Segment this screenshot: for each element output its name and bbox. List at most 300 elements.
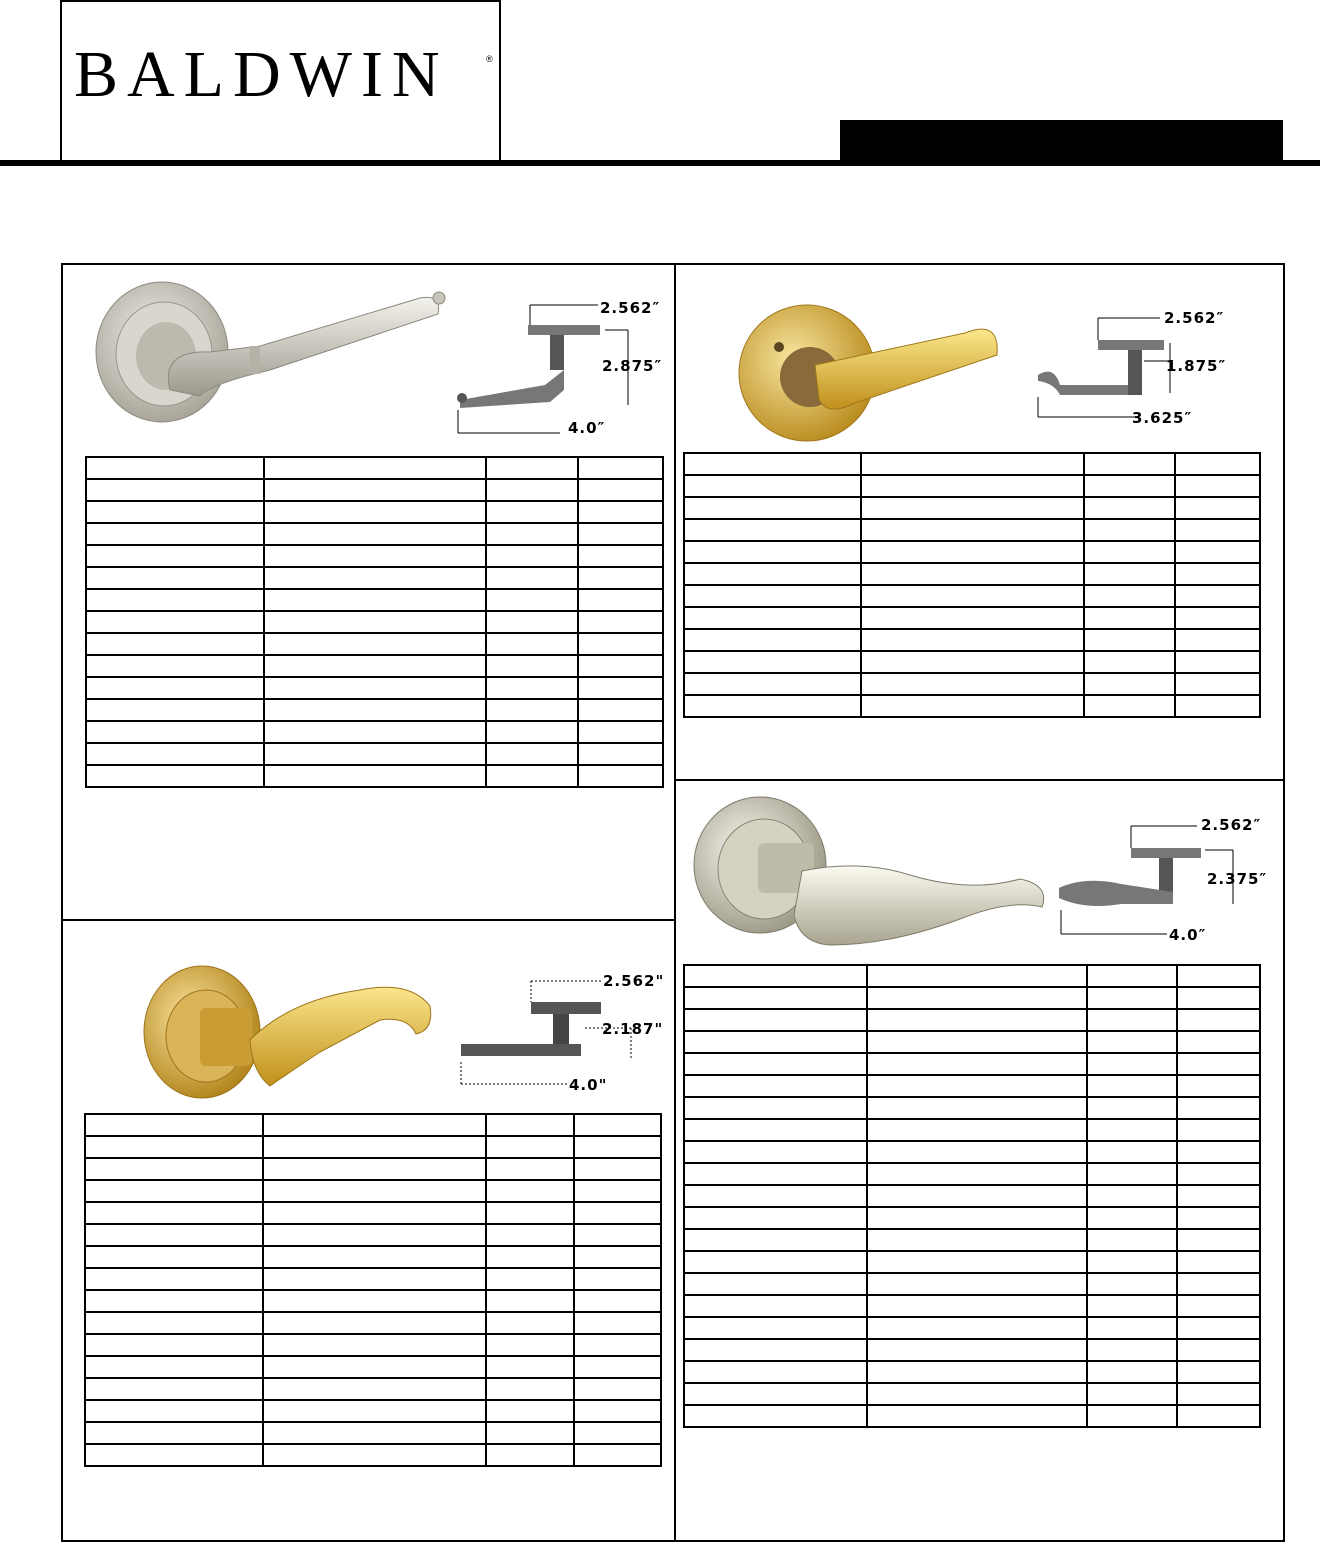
table-cell	[86, 655, 264, 677]
table-cell	[578, 589, 663, 611]
table-cell	[1084, 673, 1175, 695]
table-cell	[1084, 607, 1175, 629]
dim-length: 3.625″	[1132, 409, 1193, 427]
table-cell	[1175, 673, 1260, 695]
table-cell	[1087, 1163, 1177, 1185]
table-cell	[1177, 1141, 1260, 1163]
table-cell	[486, 1114, 574, 1136]
table-row	[86, 699, 663, 721]
table-cell	[861, 695, 1084, 717]
table-cell	[86, 457, 264, 479]
table-cell	[1177, 1097, 1260, 1119]
table-cell	[1084, 651, 1175, 673]
table-cell	[578, 721, 663, 743]
table-cell	[684, 563, 861, 585]
table-row	[86, 589, 663, 611]
table-cell	[684, 1383, 867, 1405]
table-cell	[861, 673, 1084, 695]
table-row	[684, 541, 1260, 563]
table-cell	[86, 589, 264, 611]
table-cell	[486, 589, 578, 611]
table-cell	[263, 1400, 486, 1422]
table-cell	[486, 1444, 574, 1466]
table-cell	[684, 1119, 867, 1141]
table-cell	[578, 677, 663, 699]
table-cell	[684, 1273, 867, 1295]
table-cell	[86, 479, 264, 501]
table-cell	[578, 633, 663, 655]
table-row	[684, 497, 1260, 519]
table-row	[684, 1031, 1260, 1053]
brand-logo: BALDWIN	[74, 38, 449, 111]
table-cell	[861, 585, 1084, 607]
table-cell	[486, 567, 578, 589]
table-cell	[574, 1356, 661, 1378]
table-cell	[263, 1246, 486, 1268]
table-cell	[1177, 1009, 1260, 1031]
table-cell	[85, 1246, 263, 1268]
dim-width: 2.562"	[603, 972, 665, 990]
table-row	[86, 545, 663, 567]
table-cell	[684, 1207, 867, 1229]
left-horizontal-divider	[61, 919, 675, 921]
table-cell	[486, 611, 578, 633]
table-row	[684, 1405, 1260, 1427]
table-row	[684, 1119, 1260, 1141]
table-cell	[85, 1268, 263, 1290]
table-row	[86, 655, 663, 677]
table-cell	[684, 1251, 867, 1273]
logo-box	[60, 0, 501, 160]
table-cell	[264, 743, 486, 765]
table-cell	[1175, 453, 1260, 475]
table-cell	[85, 1202, 263, 1224]
table-cell	[684, 585, 861, 607]
table-cell	[86, 633, 264, 655]
table-cell	[574, 1422, 661, 1444]
table-cell	[867, 1251, 1087, 1273]
table-cell	[867, 1229, 1087, 1251]
table-cell	[86, 677, 264, 699]
table-cell	[1087, 1295, 1177, 1317]
dim-height: 1.875″	[1166, 357, 1227, 375]
table-cell	[486, 743, 578, 765]
table-cell	[861, 497, 1084, 519]
table-cell	[263, 1158, 486, 1180]
table-cell	[263, 1114, 486, 1136]
table-row	[684, 585, 1260, 607]
dim-width: 2.562″	[600, 299, 661, 317]
table-cell	[867, 987, 1087, 1009]
table-row	[684, 1273, 1260, 1295]
table-cell	[684, 1295, 867, 1317]
dim-width: 2.562″	[1201, 816, 1262, 834]
table-row	[684, 651, 1260, 673]
table-row	[86, 611, 663, 633]
table-cell	[574, 1400, 661, 1422]
table-cell	[574, 1290, 661, 1312]
table-cell	[867, 1185, 1087, 1207]
table-cell	[684, 651, 861, 673]
table-cell	[684, 1031, 867, 1053]
table-row	[85, 1180, 661, 1202]
table-row	[684, 1383, 1260, 1405]
table-cell	[85, 1378, 263, 1400]
table-cell	[486, 1136, 574, 1158]
table-row	[86, 677, 663, 699]
table-cell	[1087, 1383, 1177, 1405]
table-cell	[861, 453, 1084, 475]
table-cell	[1087, 1119, 1177, 1141]
table-cell	[263, 1334, 486, 1356]
table-cell	[1175, 651, 1260, 673]
table-cell	[1087, 1405, 1177, 1427]
table-cell	[861, 563, 1084, 585]
table-cell	[1087, 1207, 1177, 1229]
table-cell	[1177, 1383, 1260, 1405]
table-cell	[1177, 1163, 1260, 1185]
dimension-diagram	[1055, 812, 1270, 942]
table-row	[86, 457, 663, 479]
table-cell	[1175, 563, 1260, 585]
table-cell	[1087, 965, 1177, 987]
table-cell	[684, 673, 861, 695]
table-cell	[1177, 1295, 1260, 1317]
table-cell	[574, 1312, 661, 1334]
table-cell	[86, 765, 264, 787]
table-cell	[1175, 585, 1260, 607]
table-cell	[861, 651, 1084, 673]
table-cell	[861, 629, 1084, 651]
table-row	[85, 1312, 661, 1334]
table-cell	[867, 1009, 1087, 1031]
right-horizontal-divider	[675, 779, 1284, 781]
table-cell	[1084, 475, 1175, 497]
table-cell	[684, 497, 861, 519]
table-cell	[1087, 1317, 1177, 1339]
table-cell	[684, 1097, 867, 1119]
dim-height: 2.875″	[602, 357, 663, 375]
table-cell	[574, 1158, 661, 1180]
table-row	[85, 1400, 661, 1422]
table-cell	[1087, 1273, 1177, 1295]
table-row	[85, 1268, 661, 1290]
table-row	[684, 475, 1260, 497]
table-cell	[1087, 1141, 1177, 1163]
lever-photo-polished-nickel	[690, 795, 1055, 955]
spec-table-top-left	[85, 456, 664, 788]
table-cell	[574, 1444, 661, 1466]
table-cell	[684, 1009, 867, 1031]
table-cell	[486, 523, 578, 545]
table-cell	[684, 1229, 867, 1251]
table-cell	[263, 1444, 486, 1466]
table-cell	[578, 743, 663, 765]
table-cell	[264, 567, 486, 589]
table-row	[85, 1356, 661, 1378]
table-cell	[86, 545, 264, 567]
table-row	[684, 1251, 1260, 1273]
table-cell	[86, 611, 264, 633]
table-cell	[86, 501, 264, 523]
table-row	[684, 629, 1260, 651]
table-row	[85, 1444, 661, 1466]
table-cell	[1175, 541, 1260, 563]
table-cell	[486, 1312, 574, 1334]
table-cell	[263, 1290, 486, 1312]
table-cell	[867, 1163, 1087, 1185]
table-row	[85, 1422, 661, 1444]
table-cell	[867, 965, 1087, 987]
table-cell	[1177, 965, 1260, 987]
table-row	[85, 1224, 661, 1246]
table-cell	[1084, 585, 1175, 607]
table-cell	[578, 765, 663, 787]
table-cell	[1087, 987, 1177, 1009]
table-row	[85, 1378, 661, 1400]
table-row	[85, 1114, 661, 1136]
table-cell	[578, 655, 663, 677]
table-cell	[486, 655, 578, 677]
table-cell	[264, 545, 486, 567]
table-cell	[263, 1268, 486, 1290]
table-cell	[486, 1334, 574, 1356]
table-cell	[578, 501, 663, 523]
table-cell	[263, 1422, 486, 1444]
table-row	[85, 1136, 661, 1158]
table-cell	[264, 479, 486, 501]
dimension-diagram	[450, 290, 675, 440]
table-cell	[684, 1361, 867, 1383]
spec-table-bottom-left	[84, 1113, 662, 1467]
table-cell	[486, 721, 578, 743]
vertical-divider	[674, 263, 676, 1541]
table-cell	[1084, 695, 1175, 717]
table-cell	[1175, 519, 1260, 541]
table-cell	[1084, 629, 1175, 651]
table-cell	[1087, 1185, 1177, 1207]
table-cell	[1177, 987, 1260, 1009]
table-cell	[85, 1400, 263, 1422]
table-row	[86, 721, 663, 743]
lever-photo-polished-brass-scroll	[140, 960, 440, 1110]
table-cell	[867, 1119, 1087, 1141]
dim-length: 4.0"	[569, 1076, 608, 1094]
table-cell	[85, 1114, 263, 1136]
table-row	[684, 607, 1260, 629]
table-row	[684, 1317, 1260, 1339]
table-cell	[574, 1334, 661, 1356]
table-cell	[684, 1163, 867, 1185]
table-cell	[264, 765, 486, 787]
table-cell	[1087, 1031, 1177, 1053]
table-cell	[264, 677, 486, 699]
table-cell	[486, 1378, 574, 1400]
table-cell	[85, 1312, 263, 1334]
table-cell	[486, 479, 578, 501]
table-row	[684, 1361, 1260, 1383]
table-cell	[578, 523, 663, 545]
table-cell	[861, 475, 1084, 497]
header-title-bar	[840, 120, 1283, 162]
table-row	[684, 1207, 1260, 1229]
table-cell	[1084, 519, 1175, 541]
table-row	[684, 987, 1260, 1009]
dim-height: 2.375″	[1207, 870, 1268, 888]
table-cell	[264, 501, 486, 523]
table-cell	[86, 743, 264, 765]
table-cell	[86, 699, 264, 721]
table-cell	[684, 1075, 867, 1097]
table-cell	[486, 633, 578, 655]
table-cell	[574, 1378, 661, 1400]
table-cell	[684, 453, 861, 475]
table-cell	[86, 721, 264, 743]
table-cell	[264, 611, 486, 633]
table-cell	[1175, 497, 1260, 519]
table-cell	[1175, 629, 1260, 651]
table-cell	[1084, 453, 1175, 475]
table-cell	[85, 1158, 263, 1180]
table-row	[684, 1053, 1260, 1075]
lever-photo-polished-brass	[735, 295, 1010, 445]
table-cell	[578, 567, 663, 589]
table-cell	[574, 1224, 661, 1246]
table-cell	[1177, 1273, 1260, 1295]
table-row	[684, 1141, 1260, 1163]
table-cell	[1177, 1229, 1260, 1251]
table-cell	[85, 1422, 263, 1444]
table-cell	[1177, 1185, 1260, 1207]
table-cell	[867, 1339, 1087, 1361]
table-cell	[578, 479, 663, 501]
table-cell	[486, 545, 578, 567]
table-cell	[1177, 1251, 1260, 1273]
table-cell	[85, 1444, 263, 1466]
table-cell	[486, 501, 578, 523]
table-row	[684, 1009, 1260, 1031]
table-row	[684, 695, 1260, 717]
table-row	[86, 479, 663, 501]
table-cell	[684, 1053, 867, 1075]
table-row	[86, 523, 663, 545]
table-cell	[684, 965, 867, 987]
table-cell	[486, 1158, 574, 1180]
table-cell	[578, 699, 663, 721]
table-row	[86, 501, 663, 523]
table-cell	[1177, 1075, 1260, 1097]
table-cell	[867, 1361, 1087, 1383]
table-cell	[486, 1400, 574, 1422]
table-cell	[684, 987, 867, 1009]
table-cell	[263, 1180, 486, 1202]
table-row	[684, 1163, 1260, 1185]
table-cell	[486, 457, 578, 479]
table-row	[684, 453, 1260, 475]
table-cell	[1175, 695, 1260, 717]
table-cell	[684, 1405, 867, 1427]
table-row	[86, 765, 663, 787]
table-cell	[85, 1334, 263, 1356]
table-cell	[86, 523, 264, 545]
table-row	[684, 1295, 1260, 1317]
table-cell	[264, 633, 486, 655]
table-cell	[85, 1356, 263, 1378]
table-cell	[861, 519, 1084, 541]
dimension-diagram	[455, 970, 665, 1100]
table-cell	[684, 541, 861, 563]
table-cell	[867, 1273, 1087, 1295]
table-cell	[1177, 1361, 1260, 1383]
table-cell	[486, 1422, 574, 1444]
table-cell	[1177, 1119, 1260, 1141]
table-cell	[85, 1224, 263, 1246]
table-cell	[264, 589, 486, 611]
table-cell	[486, 699, 578, 721]
table-cell	[486, 1224, 574, 1246]
table-row	[85, 1334, 661, 1356]
table-cell	[574, 1180, 661, 1202]
table-cell	[867, 1405, 1087, 1427]
table-cell	[1087, 1339, 1177, 1361]
table-cell	[85, 1290, 263, 1312]
table-cell	[264, 655, 486, 677]
table-cell	[1177, 1317, 1260, 1339]
table-cell	[264, 523, 486, 545]
dimension-diagram	[1030, 305, 1235, 435]
table-cell	[263, 1224, 486, 1246]
table-row	[684, 1229, 1260, 1251]
table-cell	[867, 1097, 1087, 1119]
table-cell	[486, 677, 578, 699]
table-cell	[867, 1207, 1087, 1229]
table-cell	[264, 699, 486, 721]
table-cell	[574, 1268, 661, 1290]
table-cell	[684, 1317, 867, 1339]
lever-photo-satin-nickel	[90, 280, 450, 430]
table-cell	[1084, 541, 1175, 563]
table-cell	[486, 1246, 574, 1268]
table-row	[86, 743, 663, 765]
table-row	[684, 965, 1260, 987]
dim-length: 4.0″	[1169, 926, 1207, 942]
table-cell	[1175, 475, 1260, 497]
table-cell	[684, 607, 861, 629]
table-cell	[684, 1185, 867, 1207]
table-cell	[1084, 563, 1175, 585]
table-cell	[1087, 1075, 1177, 1097]
dim-length: 4.0″	[568, 419, 606, 437]
table-cell	[684, 1141, 867, 1163]
table-cell	[684, 519, 861, 541]
registered-mark: ®	[486, 54, 493, 64]
table-row	[85, 1158, 661, 1180]
table-cell	[1175, 607, 1260, 629]
table-cell	[867, 1075, 1087, 1097]
dim-height: 2.187"	[602, 1020, 664, 1038]
table-cell	[1087, 1229, 1177, 1251]
table-row	[684, 563, 1260, 585]
table-cell	[578, 457, 663, 479]
table-cell	[867, 1141, 1087, 1163]
header-rule	[0, 160, 1320, 166]
table-cell	[578, 611, 663, 633]
table-cell	[486, 1356, 574, 1378]
table-cell	[684, 695, 861, 717]
table-cell	[684, 629, 861, 651]
table-cell	[486, 1268, 574, 1290]
table-cell	[1087, 1361, 1177, 1383]
